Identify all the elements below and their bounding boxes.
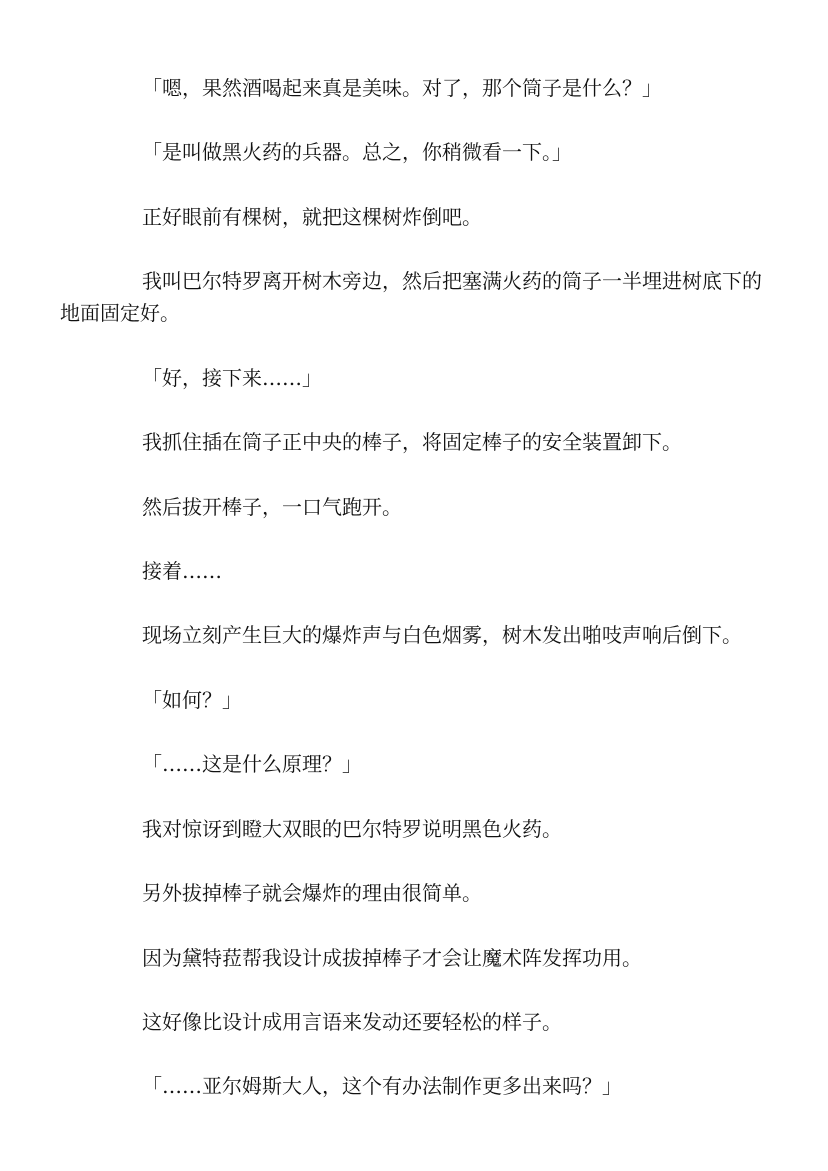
paragraph-7: 然后拔开棒子，一口气跑开。 bbox=[142, 495, 402, 519]
paragraph-8: 接着…… bbox=[142, 559, 222, 583]
paragraph-2: 「是叫做黑火药的兵器。总之，你稍微看一下。」 bbox=[142, 140, 572, 164]
paragraph-6: 我抓住插在筒子正中央的棒子，将固定棒子的安全装置卸下。 bbox=[142, 430, 682, 454]
paragraph-16: 「……亚尔姆斯大人，这个有办法制作更多出来吗？」 bbox=[142, 1074, 622, 1098]
paragraph-5: 「好，接下来……」 bbox=[142, 366, 322, 390]
paragraph-9: 现场立刻产生巨大的爆炸声与白色烟雾，树木发出啪吱声响后倒下。 bbox=[142, 623, 742, 647]
paragraph-1: 「嗯，果然酒喝起来真是美味。对了，那个筒子是什么？」 bbox=[142, 76, 662, 100]
paragraph-4: 我叫巴尔特罗离开树木旁边，然后把塞满火药的筒子一半埋进树底下的地面固定好。 bbox=[60, 269, 762, 325]
paragraph-13: 另外拔掉棒子就会爆炸的理由很简单。 bbox=[142, 881, 482, 905]
paragraph-12: 我对惊讶到瞪大双眼的巴尔特罗说明黑色火药。 bbox=[142, 817, 562, 841]
paragraph-11: 「……这是什么原理？」 bbox=[142, 752, 362, 776]
paragraph-15: 这好像比设计成用言语来发动还要轻松的样子。 bbox=[142, 1010, 562, 1034]
paragraph-3: 正好眼前有棵树，就把这棵树炸倒吧。 bbox=[142, 205, 482, 229]
paragraph-10: 「如何？」 bbox=[142, 688, 242, 712]
paragraph-14: 因为黛特菈帮我设计成拔掉棒子才会让魔术阵发挥功用。 bbox=[142, 946, 642, 970]
